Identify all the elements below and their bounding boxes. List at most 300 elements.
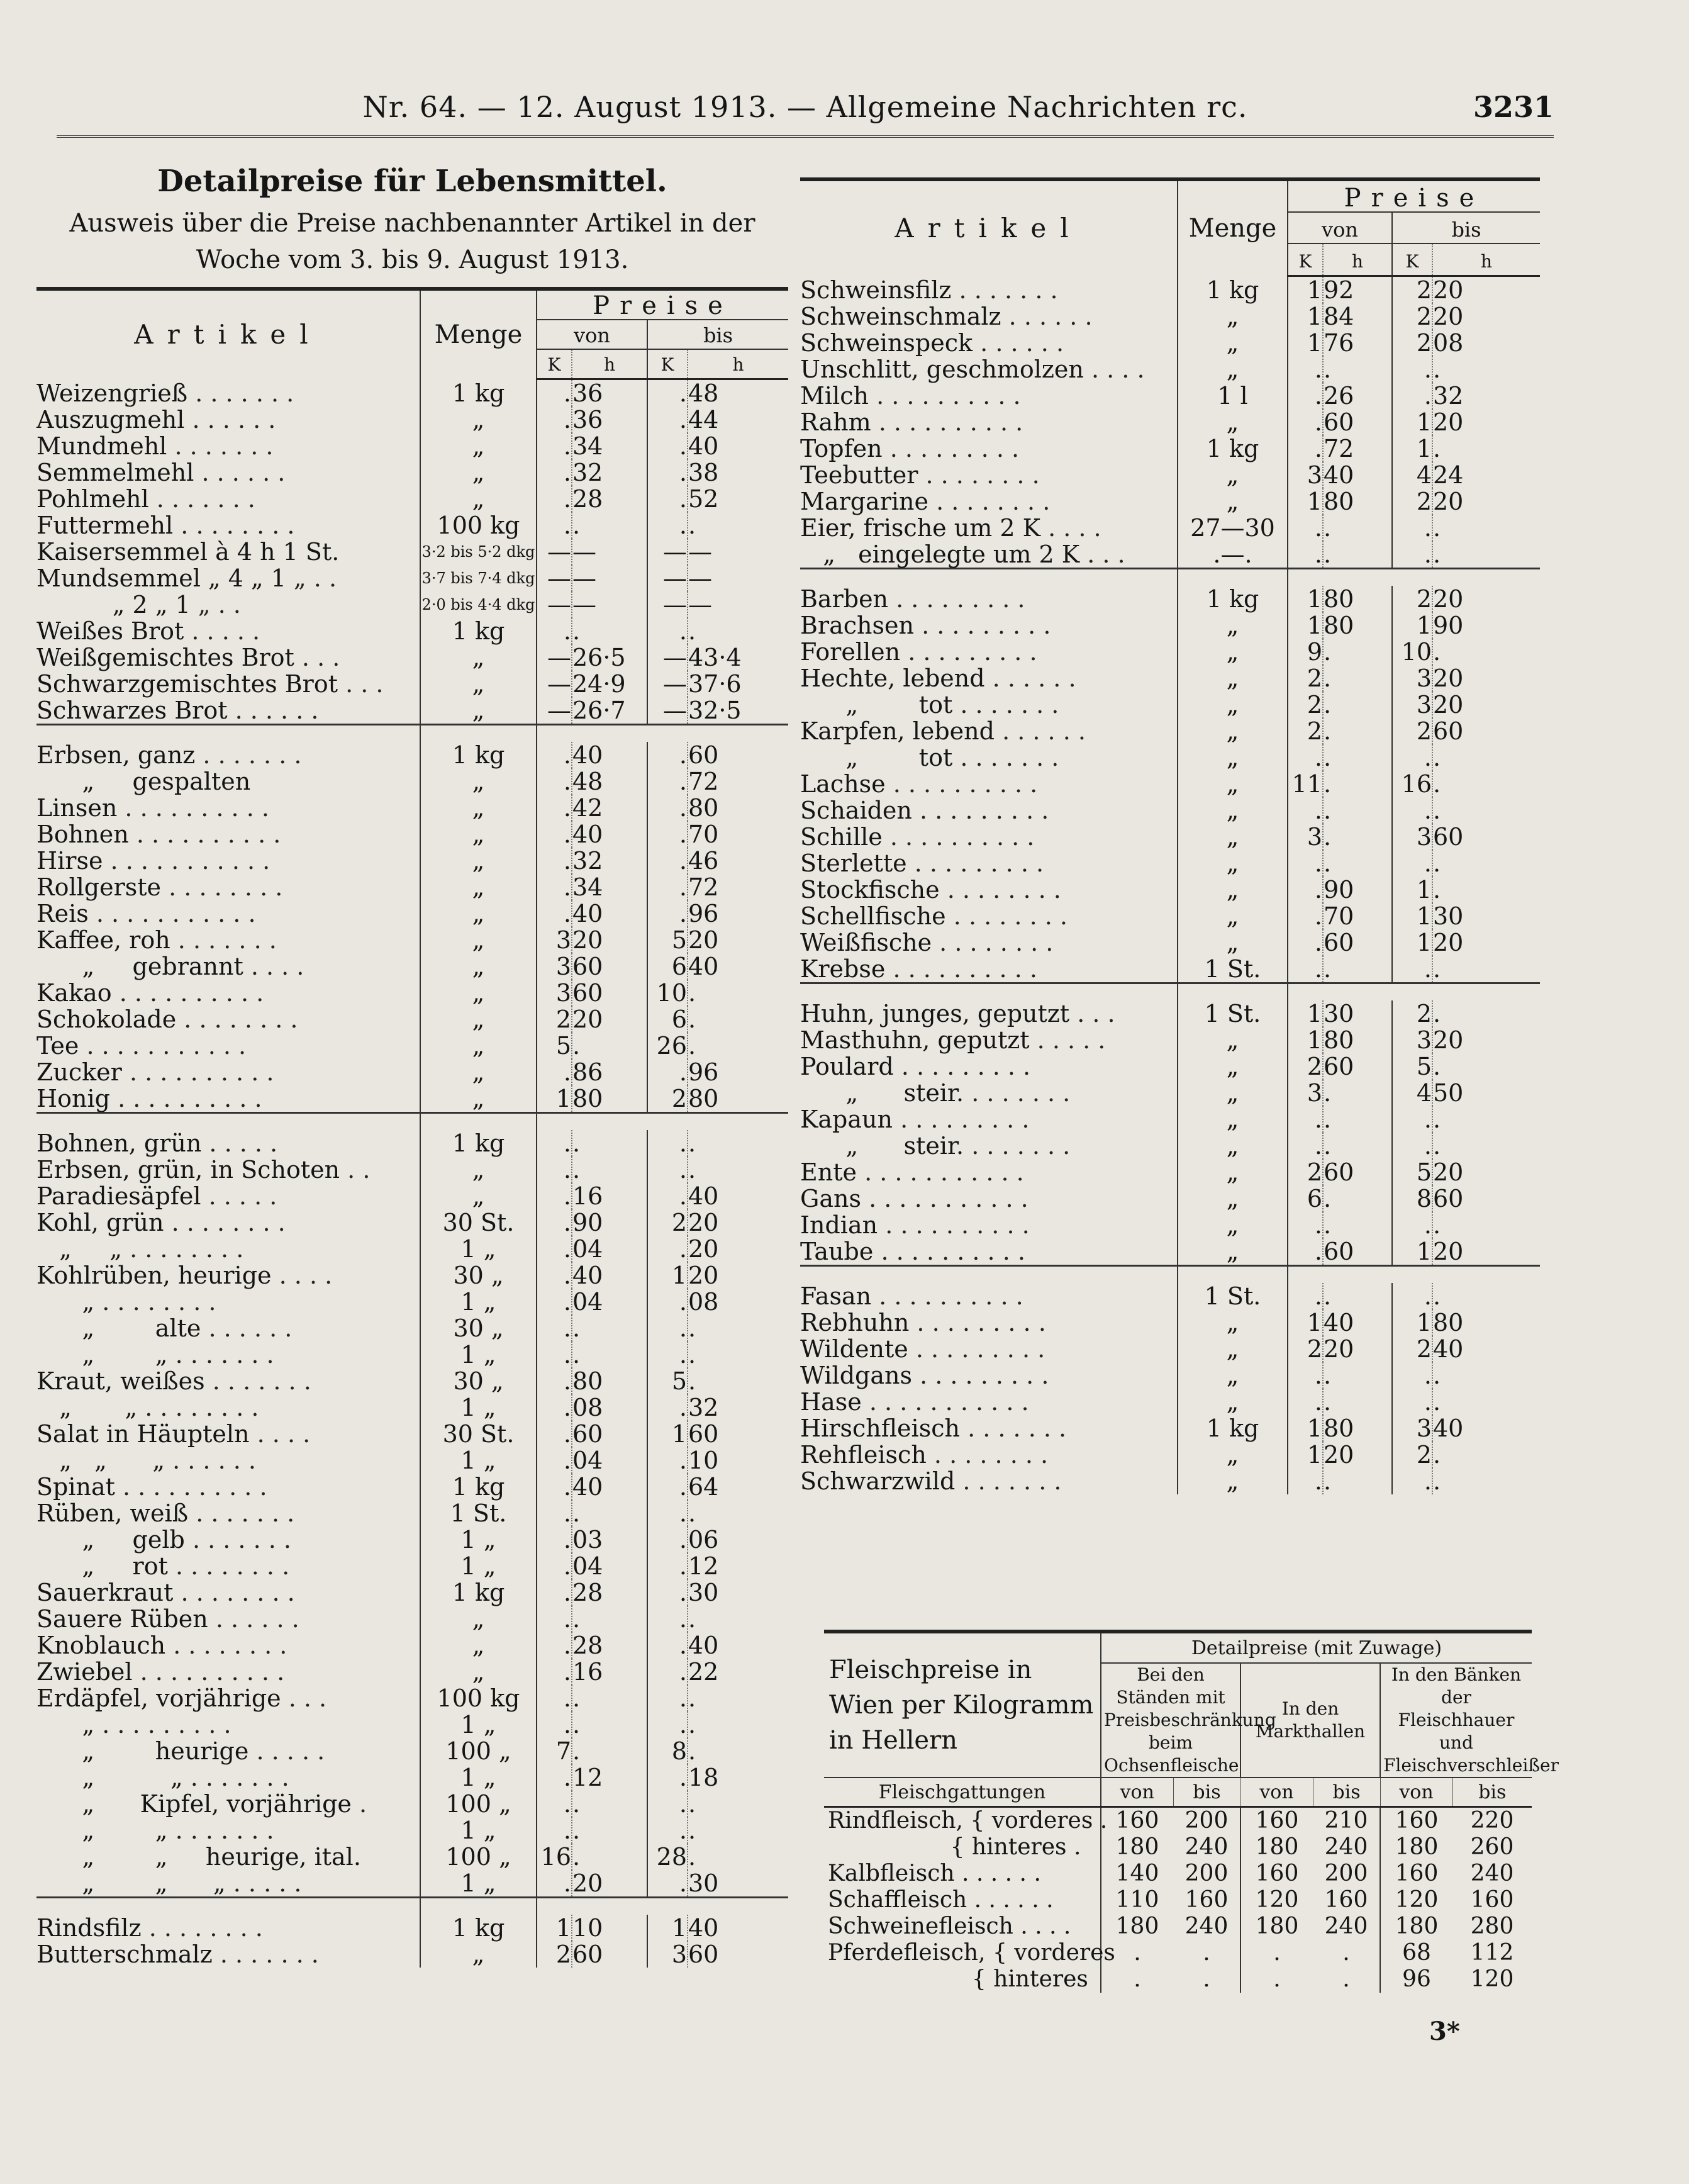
item-name-cell (800, 1080, 1178, 1106)
price-to-kronen: 28 (647, 1844, 688, 1870)
leader-dots: . . . . . . . (175, 1340, 274, 1369)
item-name-cell (800, 1442, 1178, 1468)
leader-dots: . . . . . . . . . . . (86, 1031, 247, 1060)
item-name: Weißes Brot (36, 617, 184, 645)
item-name: Milch (800, 381, 869, 410)
table-row (36, 1579, 788, 1606)
item-quantity: „ (420, 795, 537, 821)
meat-price-b3: 160 (1470, 1887, 1514, 1913)
price-from-kronen: . (563, 1208, 571, 1236)
separator-cell (688, 1112, 788, 1130)
item-name-cell (36, 1033, 420, 1059)
price-from-heller: 60 (1323, 409, 1392, 435)
leader-dots: . . . . (1048, 513, 1101, 542)
price-to-heller: . (688, 1817, 788, 1844)
price-to-heller: 20 (1432, 1238, 1540, 1266)
table-row (800, 1389, 1540, 1415)
item-name-cell (36, 821, 420, 848)
leader-dots: . (359, 1789, 367, 1818)
price-from-heller: 26·7 (572, 697, 647, 725)
item-quantity: 1 „ (420, 1394, 537, 1421)
leader-dots: . . . . (279, 1261, 333, 1289)
item-quantity: 100 „ (420, 1738, 537, 1764)
price-from-kronen: . (563, 1525, 571, 1554)
meat-price-v2: 160 (1240, 1807, 1313, 1835)
price-to-kronen: . (647, 433, 688, 459)
price-to-kronen: . (1392, 1106, 1432, 1133)
price-to-kronen: . (1392, 956, 1432, 983)
price-from-kronen: . (563, 1314, 571, 1342)
item-name: Hirse (36, 846, 103, 875)
meat-price-b3: 112 (1470, 1940, 1514, 1966)
table-row (36, 1632, 788, 1659)
item-name-cell (800, 1389, 1178, 1415)
group-separator (800, 983, 1540, 1000)
price-from-heller: 28 (572, 1632, 647, 1659)
price-from-kronen: 11 (1291, 770, 1322, 798)
table-row (36, 486, 788, 512)
price-from-kronen: . (563, 432, 571, 460)
price-from-kronen: — (547, 537, 571, 566)
table-row (36, 1526, 788, 1553)
item-quantity: „ (1178, 903, 1288, 929)
item-name: Linsen (36, 793, 118, 822)
item-name-cell (36, 1711, 420, 1738)
table-row (800, 330, 1540, 356)
item-name-cell (800, 515, 1178, 541)
price-from-kronen: 2 (555, 1005, 571, 1033)
meat-price-v3: 160 (1380, 1807, 1452, 1835)
table-row (800, 903, 1540, 929)
item-quantity: 1 kg (420, 1130, 537, 1156)
price-to-heller: 08 (688, 1289, 788, 1315)
meat-row (824, 1966, 1532, 1993)
separator-cell (1392, 1265, 1432, 1283)
price-from-heller: — (572, 539, 647, 565)
price-from-heller: 30 (1323, 1000, 1392, 1027)
price-to-kronen: . (647, 1659, 688, 1685)
leader-dots: . . . . . . . . . (915, 1335, 1045, 1363)
item-name: Kaisersemmel à 4 h 1 St. (36, 537, 340, 566)
item-quantity: „ (420, 1033, 537, 1059)
item-quantity: „ (420, 671, 537, 697)
price-to-heller: . (688, 1791, 788, 1817)
item-quantity: „ (1178, 1080, 1288, 1106)
item-name-cell (36, 795, 420, 821)
price-from-heller: 80 (572, 1085, 647, 1113)
meat-row (824, 1887, 1532, 1913)
item-name: Zucker (36, 1058, 122, 1086)
price-from-kronen: 1 (555, 1084, 571, 1112)
meat-price-b2: . (1342, 1966, 1350, 1992)
price-from-kronen: 3 (555, 978, 571, 1007)
price-to-heller: 52 (688, 486, 788, 512)
leader-dots: . . . . . . . . (181, 511, 295, 539)
item-quantity: „ (1178, 612, 1288, 639)
price-from-heller: . (1323, 1080, 1392, 1106)
table-row (36, 406, 788, 433)
item-quantity: „ (420, 406, 537, 433)
price-to-heller: . (688, 512, 788, 539)
item-name-cell (36, 742, 420, 768)
item-name: „ 2 „ 1 (36, 590, 191, 619)
price-from-kronen: . (563, 511, 571, 539)
price-to-kronen: . (647, 795, 688, 821)
leader-dots: . . . . . . . (195, 379, 294, 407)
leader-dots: . . . . . . (192, 405, 276, 434)
item-quantity: „ (420, 697, 537, 725)
item-quantity: „ (1178, 1468, 1288, 1494)
table-row (36, 1817, 788, 1844)
item-quantity: 1 „ (420, 1553, 537, 1579)
price-to-heller: 60 (688, 1421, 788, 1447)
separator-cell (647, 1897, 688, 1915)
meat-header-bis: bis (1173, 1778, 1240, 1807)
price-from-kronen: 9 (1307, 637, 1322, 666)
item-name-cell (36, 1659, 420, 1685)
price-to-kronen: . (647, 1553, 688, 1579)
item-quantity: 1 kg (420, 379, 537, 406)
price-to-kronen: 2 (1392, 1442, 1432, 1468)
table-row (800, 276, 1540, 303)
leader-dots: . . . . . . . . . . (885, 1211, 1030, 1239)
item-name-cell (36, 874, 420, 900)
price-to-heller: 64 (688, 1474, 788, 1500)
price-to-kronen: . (647, 1183, 688, 1209)
price-from-heller: 04 (572, 1553, 647, 1579)
price-to-heller: 40 (1432, 1415, 1540, 1442)
table-row (800, 744, 1540, 771)
price-from-kronen: 6 (1307, 1184, 1322, 1212)
table-row (800, 1159, 1540, 1185)
separator-cell (36, 724, 420, 742)
table-row (36, 1130, 788, 1156)
item-name: Sterlette (800, 849, 907, 877)
price-to-heller: 40 (688, 1915, 788, 1941)
item-name-cell (36, 1738, 420, 1764)
price-from-kronen: 3 (555, 926, 571, 954)
price-from-heller: . (1323, 1185, 1392, 1212)
meat-price-v3: 120 (1380, 1887, 1452, 1913)
item-name-cell (36, 591, 420, 618)
price-from-heller: 26·5 (572, 644, 647, 671)
leader-dots: . . . . . (191, 617, 260, 645)
meat-price-b2: 240 (1324, 1913, 1368, 1939)
header-bis: bis (647, 320, 788, 349)
price-from-heller: . (1323, 541, 1392, 569)
leader-dots: . . . (1077, 999, 1115, 1028)
item-name-cell (36, 1579, 420, 1606)
price-to-heller: 60 (1432, 1185, 1540, 1212)
price-to-kronen: . (1392, 515, 1432, 541)
item-name: „ gelb (36, 1525, 185, 1554)
price-to-kronen: . (647, 1791, 688, 1817)
left-table-body (36, 379, 788, 1968)
item-quantity: „ (1178, 876, 1288, 903)
price-to-kronen: . (647, 1632, 688, 1659)
item-name: Schweinspeck (800, 328, 973, 357)
item-name-cell (36, 1394, 420, 1421)
price-from-heller: 12 (572, 1764, 647, 1791)
price-from-kronen: . (563, 1657, 571, 1686)
price-from-heller: 60 (572, 953, 647, 980)
item-quantity: „ (1178, 639, 1288, 665)
item-name: Eier, frische um 2 K (800, 513, 1040, 542)
leader-dots: . . . . . . . . . . (118, 1084, 262, 1112)
item-quantity: „ (1178, 356, 1288, 383)
table-row (800, 665, 1540, 692)
price-from-heller: 80 (1323, 586, 1392, 612)
price-to-kronen: 1 (647, 1421, 688, 1447)
price-from-heller: . (1323, 356, 1392, 383)
item-name-cell (800, 303, 1178, 330)
item-name-cell (800, 1159, 1178, 1185)
item-name: Erbsen, ganz (36, 741, 196, 769)
separator-cell (688, 1897, 788, 1915)
price-to-heller: 20 (1432, 488, 1540, 515)
item-name-cell (36, 1526, 420, 1553)
meat-price-b1: 200 (1185, 1861, 1229, 1886)
item-name-cell (800, 462, 1178, 488)
price-to-kronen: 10 (1392, 639, 1432, 665)
leader-dots: . . . (301, 643, 340, 671)
meat-price-v1: 110 (1115, 1887, 1159, 1913)
meat-row (824, 1861, 1532, 1887)
price-to-heller: . (1432, 1468, 1540, 1494)
price-to-heller: . (1432, 356, 1540, 383)
price-to-kronen: . (647, 1685, 688, 1711)
price-to-heller: 32 (688, 1394, 788, 1421)
item-name: Erdäpfel, vorjährige (36, 1684, 281, 1712)
item-name-cell (36, 1059, 420, 1085)
item-name-cell (36, 1844, 420, 1870)
item-name-cell (800, 330, 1178, 356)
price-from-kronen: . (563, 846, 571, 875)
price-from-kronen: . (563, 1420, 571, 1448)
item-quantity: 1 l (1178, 383, 1288, 409)
price-to-heller: 60 (688, 742, 788, 768)
price-from-kronen: . (1314, 875, 1322, 904)
table-row (800, 1000, 1540, 1027)
price-from-heller: 86 (572, 1059, 647, 1085)
meat-top-header: Detailpreise (mit Zuwage) (1101, 1633, 1532, 1663)
price-from-kronen: . (1314, 1387, 1322, 1416)
price-from-kronen: . (1314, 381, 1322, 410)
price-from-heller: . (572, 1685, 647, 1711)
price-from-heller: — (572, 565, 647, 591)
price-to-heller: 50 (1432, 1080, 1540, 1106)
item-name: „ alte (36, 1314, 201, 1342)
item-quantity: 1 kg (420, 1579, 537, 1606)
price-to-heller: . (1432, 1000, 1540, 1027)
price-from-heller: 08 (572, 1394, 647, 1421)
leader-dots: . . . . . (209, 1129, 278, 1157)
price-from-heller: . (1323, 1212, 1392, 1238)
item-quantity: „ (1178, 744, 1288, 771)
price-from-kronen: . (563, 1129, 571, 1157)
meat-type: Rindfleisch, { vorderes . (824, 1807, 1101, 1835)
price-to-kronen: 3 (1392, 824, 1432, 850)
table-row (36, 980, 788, 1006)
price-from-heller: 80 (1323, 1027, 1392, 1053)
price-to-kronen: — (647, 697, 688, 725)
item-quantity: .—. (1178, 541, 1288, 569)
table-row (800, 771, 1540, 797)
price-from-heller: 03 (572, 1526, 647, 1553)
item-name-cell (800, 692, 1178, 718)
item-name-cell (800, 1185, 1178, 1212)
separator-cell (1432, 1265, 1540, 1283)
item-quantity: 30 „ (420, 1262, 537, 1289)
price-from-kronen: — (547, 564, 571, 592)
meat-price-b2: 210 (1324, 1808, 1368, 1834)
item-quantity: 1 „ (420, 1711, 537, 1738)
item-name: Schwarzes Brot (36, 696, 228, 724)
meat-price-b1: 200 (1185, 1808, 1229, 1834)
table-row (36, 1059, 788, 1085)
table-row (800, 1238, 1540, 1266)
price-to-kronen: . (647, 1236, 688, 1262)
leader-dots: . . . . . . . . . . . (96, 899, 256, 927)
price-to-heller: 60 (1432, 718, 1540, 744)
table-row (36, 433, 788, 459)
price-to-heller: . (1432, 876, 1540, 903)
price-from-heller: 10 (572, 1915, 647, 1941)
price-from-kronen: 2 (1307, 717, 1322, 745)
item-name: Masthuhn, geputzt (800, 1026, 1030, 1054)
price-from-heller: 40 (572, 900, 647, 927)
item-name: Mundsemmel „ 4 „ 1 (36, 564, 286, 592)
item-name: „ gespalten (36, 767, 251, 795)
price-to-kronen: . (647, 1817, 688, 1844)
item-name: „ „ (36, 1763, 183, 1791)
price-to-kronen: 2 (1392, 1336, 1432, 1362)
group-separator (800, 568, 1540, 586)
price-from-heller: 36 (572, 379, 647, 406)
item-name: „ tot (800, 690, 953, 719)
price-from-heller: 60 (572, 980, 647, 1006)
meat-price-v2: . (1240, 1966, 1313, 1993)
price-to-heller: 43·4 (688, 644, 788, 671)
table-row (36, 1156, 788, 1183)
separator-cell (1323, 568, 1392, 586)
leader-dots: . . . . . . (215, 1604, 299, 1633)
separator-cell (1392, 568, 1432, 586)
price-to-kronen: . (1392, 850, 1432, 876)
leader-dots: „ . . (198, 590, 241, 619)
leader-dots: . . . . . . . (174, 432, 274, 460)
header-artikel: Artikel (800, 181, 1178, 276)
price-from-heller: 20 (572, 1006, 647, 1033)
item-name: Taube (800, 1237, 874, 1265)
price-from-heller: . (1323, 515, 1392, 541)
meat-price-v2: 160 (1240, 1861, 1313, 1887)
table-row (800, 462, 1540, 488)
table-row (36, 1915, 788, 1941)
price-to-heller: 20 (1432, 276, 1540, 303)
price-to-heller: . (688, 1341, 788, 1368)
price-to-heller: 80 (1432, 1309, 1540, 1336)
item-quantity: 1 „ (420, 1764, 537, 1791)
price-from-kronen: . (563, 767, 571, 795)
meat-price-v1: 160 (1115, 1808, 1159, 1834)
table-row (36, 1262, 788, 1289)
item-quantity: „ (1178, 929, 1288, 956)
price-from-kronen: . (563, 484, 571, 513)
item-name: Rebhuhn (800, 1308, 910, 1336)
price-to-kronen: . (647, 768, 688, 795)
meat-header-bis: bis (1313, 1778, 1380, 1807)
price-to-heller: . (1432, 1389, 1540, 1415)
price-from-kronen: . (563, 379, 571, 407)
left-column (36, 164, 788, 1968)
price-to-heller: 32·5 (688, 697, 788, 725)
price-from-kronen: . (1314, 1361, 1322, 1389)
separator-cell (800, 568, 1178, 586)
item-name-cell (36, 980, 420, 1006)
leader-dots: . . . . . . (172, 1446, 256, 1474)
leader-dots: . . . . . . . (156, 484, 255, 513)
price-from-kronen: 3 (555, 952, 571, 980)
table-row (800, 639, 1540, 665)
item-quantity: 3·7 bis 7·4 dkg (420, 565, 537, 591)
price-to-kronen: . (647, 1289, 688, 1315)
leader-dots: . . . . (250, 952, 304, 980)
price-from-kronen: . (563, 1869, 571, 1897)
item-name-cell (800, 1238, 1178, 1266)
price-to-heller: 18 (688, 1764, 788, 1791)
price-to-heller: . (1432, 771, 1540, 797)
price-from-heller: 60 (1323, 929, 1392, 956)
table-row (800, 692, 1540, 718)
price-from-heller: 40 (572, 742, 647, 768)
price-from-heller: 76 (1323, 330, 1392, 356)
price-from-kronen: . (1314, 1282, 1322, 1310)
leader-dots: . . . . . . . . (934, 1440, 1049, 1469)
leader-dots: . . . . . . . (962, 1467, 1062, 1495)
price-to-heller: 44 (688, 406, 788, 433)
item-name: Kohl, grün (36, 1208, 164, 1236)
price-to-heller: 20 (1432, 1159, 1540, 1185)
item-name-cell (800, 1212, 1178, 1238)
meat-price-b2: . (1342, 1940, 1350, 1966)
price-to-heller: 40 (1432, 1336, 1540, 1362)
price-from-heller: 80 (1323, 488, 1392, 515)
item-name-cell (800, 876, 1178, 903)
table-row (36, 1500, 788, 1526)
item-quantity: „ (1178, 850, 1288, 876)
price-from-kronen: . (563, 1340, 571, 1369)
item-name: Honig (36, 1084, 110, 1112)
leader-dots: . . . . (1091, 355, 1145, 383)
separator-cell (688, 724, 788, 742)
price-from-heller: 20 (572, 1870, 647, 1898)
price-to-kronen: . (647, 1315, 688, 1341)
price-from-heller: 40 (1323, 462, 1392, 488)
item-name: „ (36, 1710, 95, 1739)
price-from-heller: . (1323, 850, 1392, 876)
item-name: Kohlrüben, heurige (36, 1261, 272, 1289)
price-to-heller: . (688, 1606, 788, 1632)
leader-dots: „ . . (294, 564, 337, 592)
meat-price-v1: . (1134, 1966, 1141, 1992)
price-to-heller: 20 (1432, 586, 1540, 612)
item-name-cell (800, 665, 1178, 692)
price-from-kronen: . (563, 820, 571, 848)
item-name-cell (36, 379, 420, 406)
price-to-heller: . (688, 1315, 788, 1341)
price-to-kronen: 2 (647, 1085, 688, 1113)
